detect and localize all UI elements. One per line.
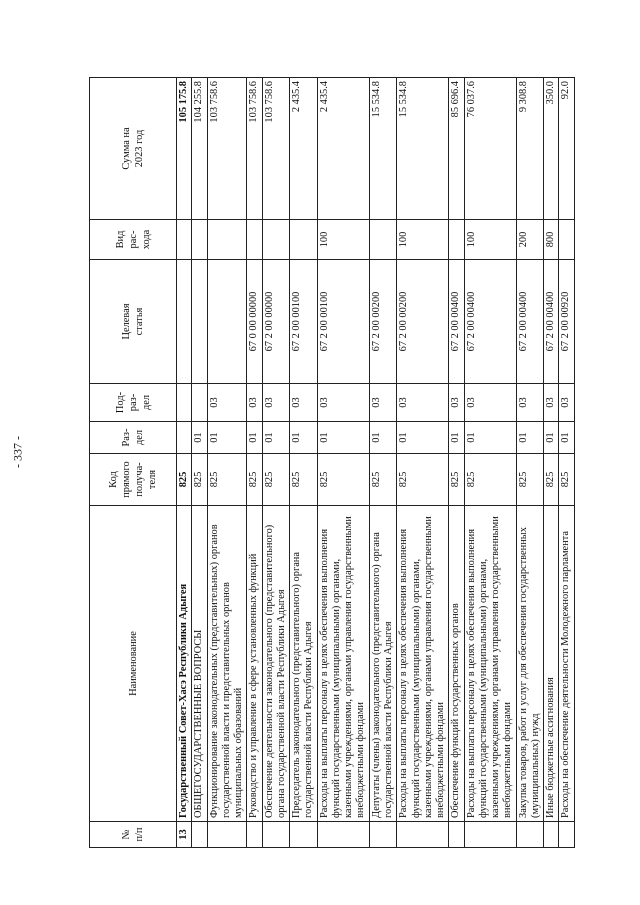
row-code: 825	[449, 454, 464, 506]
table-row	[192, 78, 207, 848]
row-razdel	[177, 422, 192, 454]
row-name: Обеспечение деятельности законодательного (представительного) органа государственной власти Республики Адыгея	[262, 506, 290, 822]
row-razdel: 01	[464, 422, 516, 454]
row-name: Иные бюджетные ассигнования	[544, 506, 559, 822]
row-num: 13	[177, 822, 192, 848]
row-podrazdel: 03	[516, 384, 544, 422]
row-name: Председатель законодательного (представительного) органа государственной власти Республики Адыгея	[290, 506, 318, 822]
row-podrazdel: 03	[247, 384, 262, 422]
row-vid	[449, 220, 464, 260]
row-num	[516, 822, 544, 848]
row-num	[559, 822, 574, 848]
table-row	[290, 78, 318, 848]
table-row	[177, 78, 192, 848]
row-statya: 67 2 00 00400	[464, 260, 516, 384]
row-vid: 100	[464, 220, 516, 260]
row-sum: 105 175.8	[177, 78, 192, 220]
row-sum: 103 758.6	[262, 78, 290, 220]
table-row	[397, 78, 449, 848]
page-number: - 337 -	[10, 436, 25, 468]
row-razdel: 01	[192, 422, 207, 454]
table-row	[544, 78, 559, 848]
row-podrazdel	[192, 384, 207, 422]
table-row	[207, 78, 247, 848]
row-sum: 15 534.8	[397, 78, 449, 220]
row-podrazdel	[177, 384, 192, 422]
row-vid	[177, 220, 192, 260]
row-vid: 200	[516, 220, 544, 260]
row-razdel: 01	[290, 422, 318, 454]
table-row	[262, 78, 290, 848]
row-num	[317, 822, 369, 848]
row-podrazdel: 03	[397, 384, 449, 422]
row-name: ОБЩЕГОСУДАРСТВЕННЫЕ ВОПРОСЫ	[192, 506, 207, 822]
row-vid	[247, 220, 262, 260]
row-podrazdel: 03	[559, 384, 574, 422]
row-razdel: 01	[397, 422, 449, 454]
row-num	[397, 822, 449, 848]
row-sum: 104 255.8	[192, 78, 207, 220]
budget-sheet	[89, 78, 572, 848]
row-name: Функционирование законодательных (представительных) органов государственной власти и представительных органов муниципальных образований	[207, 506, 247, 822]
row-name: Руководство и управление в сфере установленных функций	[247, 506, 262, 822]
table-header-row	[90, 78, 177, 848]
row-razdel: 01	[516, 422, 544, 454]
row-name: Обеспечение функций государственных органов	[449, 506, 464, 822]
row-vid: 100	[317, 220, 369, 260]
row-name: Расходы на выплаты персоналу в целях обеспечения выполнения функций государственными (муниципальными) органами, казенными учреждениями, органами управления государственными внебюджетными фондами	[464, 506, 516, 822]
row-podrazdel: 03	[207, 384, 247, 422]
row-code: 825	[317, 454, 369, 506]
table-row	[464, 78, 516, 848]
row-podrazdel: 03	[317, 384, 369, 422]
row-code: 825	[290, 454, 318, 506]
row-vid	[559, 220, 574, 260]
row-num	[369, 822, 397, 848]
row-sum: 85 696.4	[449, 78, 464, 220]
row-num	[290, 822, 318, 848]
table-row	[247, 78, 262, 848]
table-row	[369, 78, 397, 848]
row-sum: 76 037.6	[464, 78, 516, 220]
row-statya: 67 2 00 00200	[397, 260, 449, 384]
col-sum-header: Сумма на 2023 год	[90, 78, 177, 220]
row-sum: 350.0	[544, 78, 559, 220]
col-code-header: Код прямого получа- теля	[90, 454, 177, 506]
row-num	[544, 822, 559, 848]
row-statya: 67 2 00 00920	[559, 260, 574, 384]
row-vid: 800	[544, 220, 559, 260]
row-statya	[192, 260, 207, 384]
row-podrazdel: 03	[262, 384, 290, 422]
col-num-header: № п/п	[90, 822, 177, 848]
row-code: 825	[192, 454, 207, 506]
row-num	[207, 822, 247, 848]
row-code: 825	[559, 454, 574, 506]
row-podrazdel: 03	[369, 384, 397, 422]
row-razdel: 01	[262, 422, 290, 454]
row-statya	[177, 260, 192, 384]
row-num	[449, 822, 464, 848]
row-razdel: 01	[369, 422, 397, 454]
col-name-header: Наименование	[90, 506, 177, 822]
row-podrazdel: 03	[449, 384, 464, 422]
row-sum: 2 435.4	[317, 78, 369, 220]
row-sum: 15 534.8	[369, 78, 397, 220]
budget-table	[89, 77, 575, 848]
row-num	[464, 822, 516, 848]
row-vid	[290, 220, 318, 260]
table-row	[559, 78, 574, 848]
row-name: Государственный Совет-Хасэ Республики Адыгея	[177, 506, 192, 822]
row-name: Расходы на выплаты персоналу в целях обеспечения выполнения функций государственными (муниципальными) органами, казенными учреждениями, органами управления государственными внебюджетными фондами	[317, 506, 369, 822]
table-row	[449, 78, 464, 848]
row-code: 825	[177, 454, 192, 506]
col-statya-header: Целевая статья	[90, 260, 177, 384]
row-sum: 103 758.6	[247, 78, 262, 220]
row-statya: 67 2 00 00400	[516, 260, 544, 384]
row-name: Расходы на выплаты персоналу в целях обеспечения выполнения функций государственными (муниципальными) органами, казенными учреждениями, органами управления государственными внебюджетными фондами	[397, 506, 449, 822]
col-podrazdel-header: Под- раз- дел	[90, 384, 177, 422]
row-statya: 67 2 00 00000	[262, 260, 290, 384]
row-name: Закупка товаров, работ и услуг для обеспечения государственных (муниципальных) нужд	[516, 506, 544, 822]
row-razdel: 01	[207, 422, 247, 454]
row-vid	[207, 220, 247, 260]
row-statya: 67 2 00 00400	[544, 260, 559, 384]
row-code: 825	[207, 454, 247, 506]
col-vid-header: Вид рас- хода	[90, 220, 177, 260]
row-statya	[207, 260, 247, 384]
row-statya: 67 2 00 00100	[317, 260, 369, 384]
row-sum: 9 308.8	[516, 78, 544, 220]
row-name: Депутаты (члены) законодательного (представительного) органа государственной власти Республики Адыгея	[369, 506, 397, 822]
row-vid	[369, 220, 397, 260]
row-sum: 2 435.4	[290, 78, 318, 220]
col-razdel-header: Раз- дел	[90, 422, 177, 454]
row-statya: 67 2 00 00200	[369, 260, 397, 384]
table-row	[516, 78, 544, 848]
row-razdel: 01	[544, 422, 559, 454]
row-code: 825	[464, 454, 516, 506]
row-razdel: 01	[449, 422, 464, 454]
row-code: 825	[262, 454, 290, 506]
row-num	[247, 822, 262, 848]
row-vid: 100	[397, 220, 449, 260]
row-code: 825	[544, 454, 559, 506]
row-podrazdel: 03	[464, 384, 516, 422]
row-podrazdel: 03	[544, 384, 559, 422]
row-num	[192, 822, 207, 848]
row-statya: 67 0 00 00000	[247, 260, 262, 384]
row-podrazdel: 03	[290, 384, 318, 422]
row-sum: 92.0	[559, 78, 574, 220]
row-vid	[192, 220, 207, 260]
table-body	[177, 78, 575, 848]
row-statya: 67 2 00 00400	[449, 260, 464, 384]
table-row	[317, 78, 369, 848]
row-sum: 103 758.6	[207, 78, 247, 220]
row-razdel: 01	[559, 422, 574, 454]
row-razdel: 01	[247, 422, 262, 454]
row-razdel: 01	[317, 422, 369, 454]
row-num	[262, 822, 290, 848]
row-statya: 67 2 00 00100	[290, 260, 318, 384]
row-code: 825	[397, 454, 449, 506]
row-code: 825	[247, 454, 262, 506]
row-code: 825	[516, 454, 544, 506]
row-vid	[262, 220, 290, 260]
row-code: 825	[369, 454, 397, 506]
row-name: Расходы на обеспечение деятельности Молодежного парламента	[559, 506, 574, 822]
